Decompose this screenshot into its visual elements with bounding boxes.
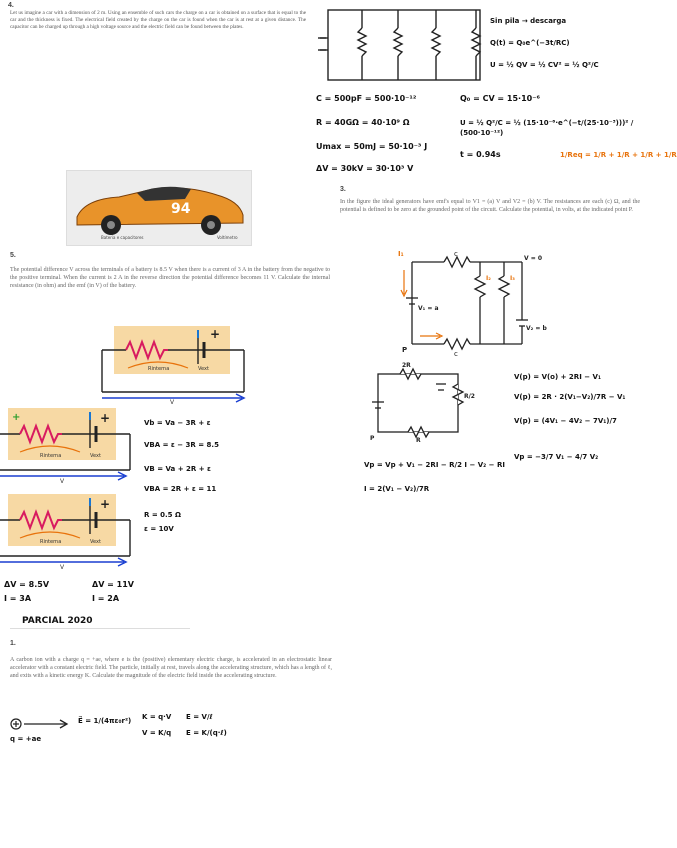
- note-time-result: t = 0.94s: [460, 150, 501, 159]
- p5-result-e: ε = 10V: [144, 525, 174, 533]
- p1-ion-arrow: [10, 712, 70, 736]
- p3-eq-2: V(p) = 2R · 2(V₁−V₂)/7R − V₁: [514, 393, 626, 401]
- p5-i2: I = 2A: [92, 594, 120, 603]
- note-equivalent-resistance: 1/Req = 1/R + 1/R + 1/R + 1/R: [560, 151, 677, 159]
- parcial-heading: PARCIAL 2020: [22, 616, 93, 626]
- p3-label-i3: I₃: [510, 275, 515, 282]
- parcial-divider: [10, 628, 190, 629]
- case1-v-label: V: [60, 478, 65, 485]
- battery-diagram-case-1: [0, 404, 134, 484]
- p3-loop-eq: Vp = Vp + V₁ − 2RI − R/2 I − V₂ − RI: [364, 461, 505, 469]
- note-capacitance: C = 500pF = 500·10⁻¹²: [316, 94, 417, 103]
- main-rinternal-label: Rinterna: [148, 366, 170, 372]
- problem-5-number: 5.: [10, 252, 16, 259]
- p5-eq-vab1: Vb = Va − 3R + ε: [144, 419, 211, 427]
- p5-eq-vab2: VB = Va + 2R + ε: [144, 465, 211, 473]
- p3-current-eq: I = 2(V₁ − V₂)/7R: [364, 485, 430, 493]
- note-umax: Umax = 50mJ = 50·10⁻³ J: [316, 142, 428, 151]
- car-label-left: Bateria e capacitores: [101, 235, 144, 240]
- car-number: 94: [171, 201, 191, 217]
- p5-i1: I = 3A: [4, 594, 32, 603]
- p3-label-vb: V₂ = b: [526, 325, 547, 332]
- p3-label-c-top: c: [454, 250, 458, 258]
- note-energy-expression: U = ½ Q²/C = ½ (15·10⁻⁶·e^(−t/(25·10⁻³)))² / (500·10⁻¹²): [460, 119, 634, 137]
- note-resistance: R = 40GΩ = 40·10⁹ Ω: [316, 118, 410, 127]
- problem-1-number: 1.: [10, 640, 16, 647]
- note-no-battery: Sin pila → descarga: [490, 17, 567, 25]
- note-delta-v: ΔV = 30kV = 30·10³ V: [316, 164, 414, 173]
- main-vext-label: Vext: [198, 366, 209, 372]
- p1-kinetic: K = q·V: [142, 713, 172, 721]
- p3-reduced-2r: 2R: [402, 362, 411, 369]
- p5-eq-vba2: VBA = 2R + ε = 11: [144, 485, 217, 493]
- case2-v-label: V: [60, 564, 65, 571]
- problem-4-text-content: Let us imagine a car with a dimension of 2 m. Using an ensemble of such cars the charge on a car is obtained on a surface that is equal to the car and the thickness is fixed. The electrical field created by the charge on the car is found when the car is at rest at a given distance. The capacitor can be charged up through a high voltage source and the electric field can be found between the plates.: [10, 10, 306, 31]
- svg-text:+: +: [100, 497, 111, 511]
- main-v-label: V: [170, 399, 175, 406]
- battery-diagram-main: [98, 320, 248, 406]
- p3-reduced-p: P: [370, 435, 375, 442]
- p3-label-i2: I₂: [486, 275, 491, 282]
- p3-reduced-r: R: [416, 437, 421, 444]
- case1-vext-label: Vext: [90, 453, 101, 459]
- case1-rinternal-label: Rinterna: [40, 453, 62, 459]
- p3-reduced-r2: R/2: [464, 393, 475, 400]
- p3-label-i1: I₁: [398, 250, 404, 258]
- p1-efield-vector: E⃗ = 1/(4πε₀r²): [78, 717, 132, 725]
- p3-label-p: P: [402, 346, 408, 354]
- p5-dv2: ΔV = 11V: [92, 580, 134, 589]
- race-car-drawing: [67, 171, 251, 245]
- p3-eq-4: Vp = −3/7 V₁ − 4/7 V₂: [514, 453, 599, 461]
- p3-eq-1: V(p) = V(o) + 2RI − V₁: [514, 373, 602, 381]
- note-q0: Q₀ = CV = 15·10⁻⁶: [460, 94, 540, 103]
- p3-circuit-diagram: [396, 240, 546, 358]
- car-label-right: Voltímetro: [217, 235, 238, 240]
- svg-text:+: +: [210, 327, 221, 341]
- problem-1-text: A carbon ion with a charge q = +ae, where e is the (positive) elementary electric charge, is accelerated in an electrostatic linear accelerator with a constant electric field. The particle, initially at rest, travels along the accelerating structure, which has a length of ℓ, and exits with a kinetic energy K. Calculate the magnitude of the electric field inside the accelerating structure.: [10, 657, 332, 679]
- case2-rinternal-label: Rinterna: [40, 539, 62, 545]
- p3-reduced-circuit: [364, 360, 474, 442]
- case2-vext-label: Vext: [90, 539, 101, 545]
- p3-label-c-bottom: c: [454, 350, 458, 358]
- problem-4-number: 4.: [8, 2, 14, 9]
- p1-efield: E = V/ℓ: [186, 713, 213, 721]
- p5-result-r: R = 0.5 Ω: [144, 511, 181, 519]
- p5-eq-vba1: VBA = ε − 3R = 8.5: [144, 441, 219, 449]
- p5-dv1: ΔV = 8.5V: [4, 580, 50, 589]
- svg-text:+: +: [12, 412, 21, 423]
- problem-5-text: The potential difference V across the terminals of a battery is 8.5 V when there is a current of 3 A in the battery from the negative to the positive terminal. When the current is 2 A in the reverse direction the potential difference becomes 11 V. Calculate the internal resistance (in ohm) and the emf (in V) of the battery.: [10, 267, 330, 289]
- p3-eq-3: V(p) = (4V₁ − 4V₂ − 7V₁)/7: [514, 417, 617, 425]
- p3-label-va: V₁ = a: [418, 305, 439, 312]
- note-energy-formula: U = ½ QV = ½ CV² = ½ Q²/C: [490, 61, 599, 69]
- svg-text:+: +: [100, 411, 111, 425]
- race-car-image: [66, 170, 252, 246]
- battery-diagram-case-2: [0, 490, 134, 570]
- rc-circuit-diagram: [318, 4, 483, 84]
- p1-charge: q = +ae: [10, 735, 42, 743]
- p1-efield-result: E = K/(q·ℓ): [186, 729, 227, 737]
- problem-3-number: 3.: [340, 186, 346, 193]
- p1-voltage: V = K/q: [142, 729, 172, 737]
- problem-4-text: [10, 10, 306, 172]
- p3-label-v0: V = 0: [524, 255, 543, 262]
- note-charge-decay: Q(t) = Q₀e^(−3t/RC): [490, 39, 570, 47]
- problem-3-text: In the figure the ideal generators have emf's equal to V1 = (a) V and V2 = (b) V. The resistances are each (c) Ω, and the potential is defined to be zero at the grounded point of the circuit. Calculate the potential, in volts, at the indicated point P.: [340, 199, 640, 213]
